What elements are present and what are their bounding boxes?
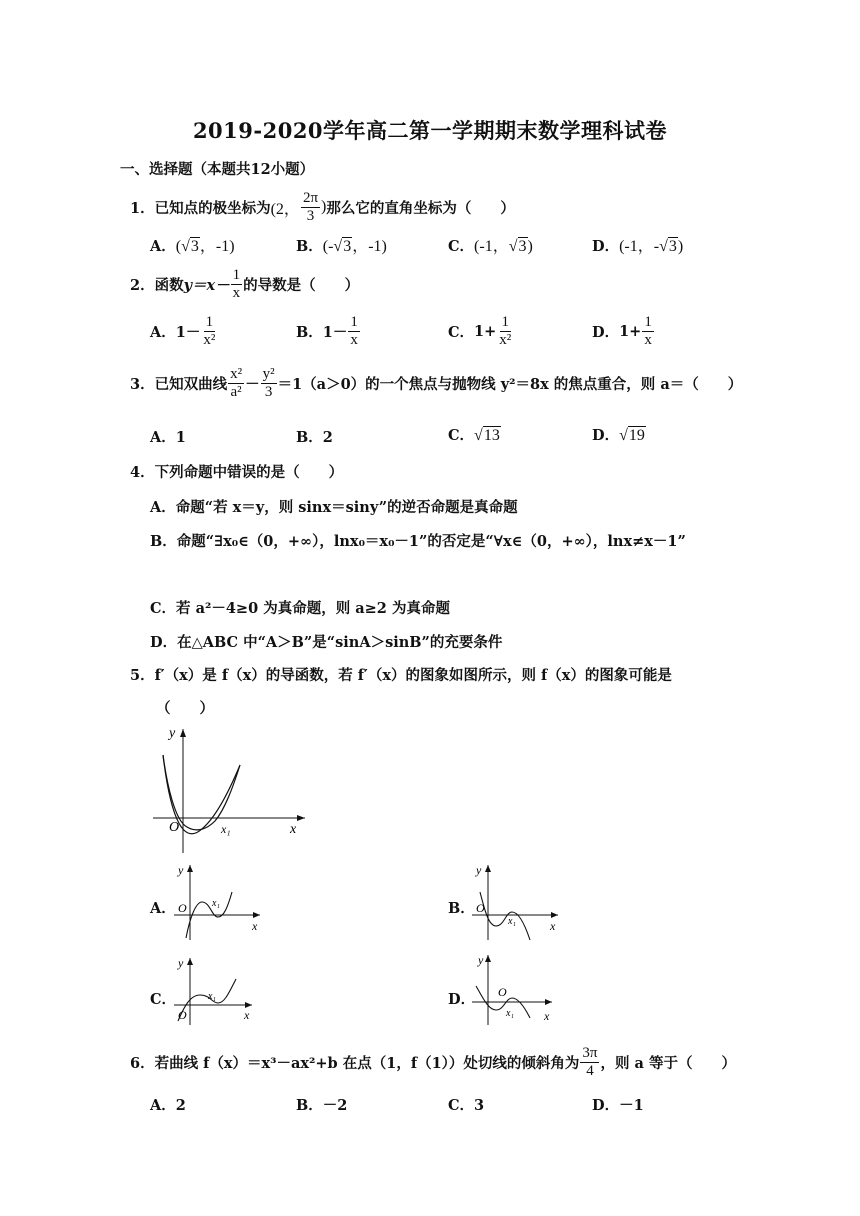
q2-option-a[interactable]: A． 1－ $\frac{1}{\text{x²}}$ <box>150 314 216 348</box>
q5-y-label: y <box>169 726 176 741</box>
q1-coord-open: (2， <box>270 200 300 218</box>
q5-option-c-label[interactable]: C． <box>150 991 177 1008</box>
svg-text:O: O <box>476 901 485 915</box>
svg-text:y: y <box>178 863 184 877</box>
q5-origin-label: O <box>169 820 180 835</box>
svg-text:O: O <box>498 985 507 999</box>
q5-x1-label: x₁ <box>221 822 231 836</box>
svg-text:x: x <box>252 919 258 933</box>
q2-option-c[interactable]: C． 1+ $\frac{1}{\text{x²}}$ <box>448 314 512 348</box>
svg-text:x₁: x₁ <box>208 991 216 1002</box>
q4-option-a[interactable]: A．命题“若 x＝y，则 sinx＝siny”的逆否命题是真命题 <box>150 499 518 516</box>
svg-text:x₁: x₁ <box>508 916 516 927</box>
q1-text-post: 那么它的直角坐标为（ ） <box>326 199 515 217</box>
q5-option-d-label[interactable]: D． <box>448 991 476 1008</box>
q5-option-b-label[interactable]: B． <box>448 900 475 917</box>
q1-text-pre: 1．已知点的极坐标为 <box>130 199 271 217</box>
q1-option-d[interactable]: D．(-1，-√3) <box>592 238 684 255</box>
question-5-paren: （ ） <box>156 700 214 717</box>
q5-derivative-graph <box>145 725 310 855</box>
q5-option-a-graph[interactable] <box>172 862 264 942</box>
question-1-stem <box>130 187 515 227</box>
q3-option-c[interactable]: C．√13 <box>448 427 500 444</box>
svg-text:y: y <box>476 863 482 877</box>
q6-option-c[interactable]: C．3 <box>448 1097 485 1114</box>
q3-option-a[interactable]: A．1 <box>150 429 186 446</box>
question-6-stem: 6．若曲线 f（x）＝x³－ax²+b 在点（1，f（1））处切线的倾斜角为 $\frac{3\pi}{4}$ ，则 a 等于（ ） <box>130 1045 736 1079</box>
q6-fraction: $\frac{3\pi}{4}$ <box>582 1045 598 1079</box>
q1-option-a[interactable]: A．(√3，-1) <box>150 238 235 255</box>
q1-option-b[interactable]: B．(-√3，-1) <box>296 238 387 255</box>
q2-option-b[interactable]: B． 1－ $\frac{1}{x}$ <box>296 314 358 348</box>
svg-text:O: O <box>178 1008 187 1022</box>
question-3-stem: 3．已知双曲线 $\frac{\text{x²}}{\text{a²}}$ － $\frac{\text{y²}}{3}$ ＝1（a＞0）的一个焦点与抛物线 y²＝8x 的焦点重合，则 a＝（ ） <box>130 366 743 400</box>
q3-option-d[interactable]: D．√19 <box>592 427 645 444</box>
q2-fraction: $\frac{1}{x}$ <box>232 267 241 301</box>
q5-x-label: x <box>290 822 297 837</box>
svg-text:y: y <box>178 956 184 970</box>
svg-text:x: x <box>550 919 556 933</box>
q1-coord-close: ) <box>321 198 327 215</box>
svg-text:x₁: x₁ <box>212 898 220 909</box>
svg-text:O: O <box>178 901 187 915</box>
q3-fraction-2: $\frac{\text{y²}}{3}$ <box>262 366 275 400</box>
q3-option-b[interactable]: B．2 <box>296 429 333 446</box>
q6-option-a[interactable]: A．2 <box>150 1097 186 1114</box>
svg-text:x: x <box>244 1008 250 1022</box>
q1-fraction: $\frac{2\pi}{3}$ <box>302 190 319 224</box>
page-title: 2019-2020学年高二第一学期期末数学理科试卷 <box>192 118 668 143</box>
q5-option-c-graph[interactable] <box>172 955 260 1027</box>
q5-option-a-label[interactable]: A． <box>150 900 176 917</box>
svg-text:x₁: x₁ <box>506 1008 514 1019</box>
svg-text:x: x <box>544 1009 550 1023</box>
q2-option-d[interactable]: D． 1+ $\frac{1}{x}$ <box>592 314 652 348</box>
q1-option-c[interactable]: C．(-1，√3) <box>448 238 533 255</box>
q5-option-d-graph[interactable] <box>470 952 558 1027</box>
q5-option-b-graph[interactable] <box>470 862 562 942</box>
q3-fraction-1: $\frac{\text{x²}}{\text{a²}}$ <box>230 366 243 400</box>
q6-option-d[interactable]: D．－1 <box>592 1097 644 1114</box>
q4-option-d[interactable]: D．在△ABC 中“A＞B”是“sinA＞sinB”的充要条件 <box>150 634 503 651</box>
svg-text:y: y <box>478 953 484 967</box>
question-4-stem: 4．下列命题中错误的是（ ） <box>130 464 344 481</box>
section-heading: 一、选择题（本题共12小题） <box>120 161 315 178</box>
question-5-stem: 5．f′（x）是 f（x）的导函数，若 f′（x）的图象如图所示，则 f（x）的图象可能是 <box>130 667 672 684</box>
question-2-stem: 2．函数 y＝x－ $\frac{1}{x}$ 的导数是（ ） <box>130 267 360 301</box>
q6-option-b[interactable]: B．－2 <box>296 1097 348 1114</box>
q4-option-b[interactable]: B．命题“∃x₀∈（0，+∞），lnx₀＝x₀－1”的否定是“∀x∈（0，+∞），lnx≠x－1” <box>150 533 686 550</box>
q4-option-c[interactable]: C．若 a²－4≥0 为真命题，则 a≥2 为真命题 <box>150 600 450 617</box>
